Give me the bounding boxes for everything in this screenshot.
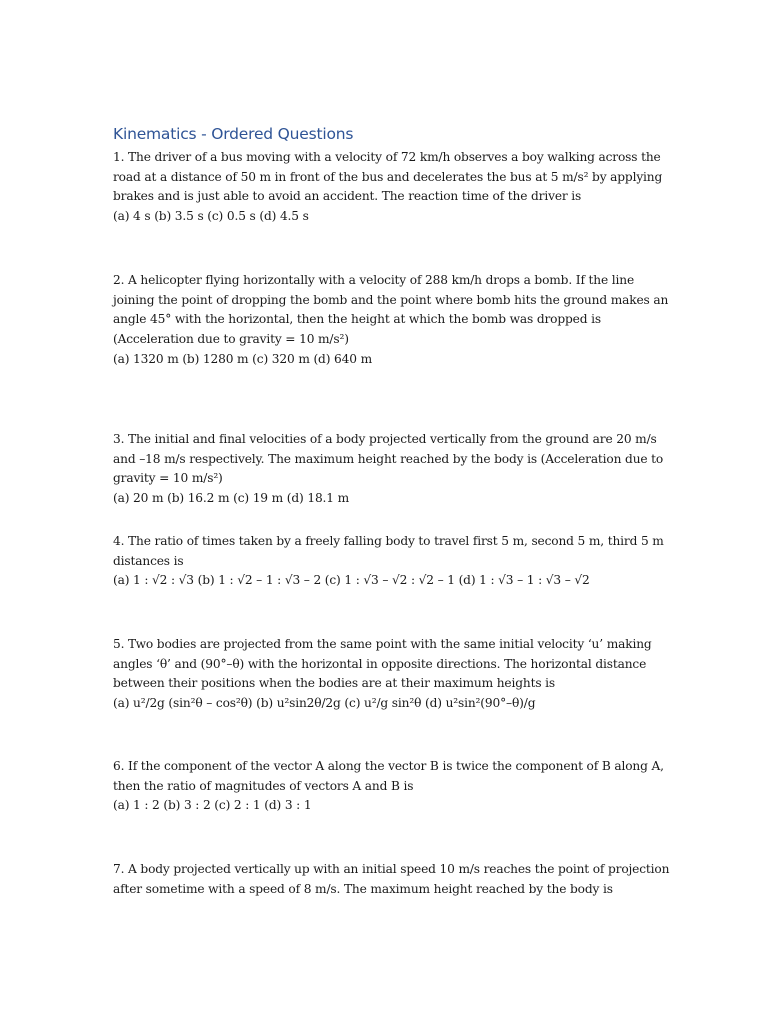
question-options: (a) 1 : 2 (b) 3 : 2 (c) 2 : 1 (d) 3 : 1 bbox=[113, 798, 312, 813]
question-line: brakes and is just able to avoid an accident. The reaction time of the driver is bbox=[113, 189, 582, 204]
question-options: (a) 4 s (b) 3.5 s (c) 0.5 s (d) 4.5 s bbox=[113, 209, 309, 224]
question-line: 7. A body projected vertically up with an initial speed 10 m/s reaches the point of projection bbox=[113, 862, 670, 876]
document-title: Kinematics - Ordered Questions bbox=[113, 125, 354, 143]
question-7 bbox=[113, 860, 670, 899]
question-line: gravity = 10 m/s²) bbox=[113, 471, 223, 486]
question-line: and –18 m/s respectively. The maximum height reached by the body is (Acceleration due to bbox=[113, 451, 664, 466]
question-line: joining the point of dropping the bomb and the point where bomb hits the ground makes an bbox=[113, 292, 669, 307]
question-line: after sometime with a speed of 8 m/s. The maximum height reached by the body is bbox=[113, 881, 613, 896]
question-options: (a) 1320 m (b) 1280 m (c) 320 m (d) 640 m bbox=[113, 351, 372, 366]
question-6 bbox=[113, 757, 663, 816]
question-line: then the ratio of magnitudes of vectors A and B is bbox=[113, 778, 414, 793]
question-options: (a) 1 : √2 : √3 (b) 1 : √2 – 1 : √3 – 2 (c) 1 : √3 – √2 : √2 – 1 (d) 1 : √3 – 1 : √3 – √2 bbox=[113, 573, 590, 588]
question-line: 3. The initial and final velocities of a body projected vertically from the ground are 20 m/s bbox=[113, 432, 657, 446]
question-options: (a) u²/2g (sin²θ – cos²θ) (b) u²sin2θ/2g (c) u²/g sin²θ (d) u²sin²(90°–θ)/g bbox=[113, 696, 536, 711]
question-2 bbox=[113, 271, 669, 370]
question-4 bbox=[113, 532, 663, 591]
question-options: (a) 20 m (b) 16.2 m (c) 19 m (d) 18.1 m bbox=[113, 491, 350, 506]
question-line: between their positions when the bodies are at their maximum heights is bbox=[113, 676, 556, 691]
question-line: angles ‘θ’ and (90°–θ) with the horizontal in opposite directions. The horizontal distance bbox=[113, 656, 647, 671]
question-3 bbox=[113, 430, 663, 509]
question-line: angle 45° with the horizontal, then the height at which the bomb was dropped is bbox=[113, 312, 601, 327]
question-line: 1. The driver of a bus moving with a velocity of 72 km/h observes a boy walking across the bbox=[113, 150, 661, 164]
question-line: 2. A helicopter flying horizontally with a velocity of 288 km/h drops a bomb. If the line bbox=[113, 273, 635, 287]
question-line: 6. If the component of the vector A along the vector B is twice the component of B along A, bbox=[113, 759, 664, 773]
question-line: 5. Two bodies are projected from the same point with the same initial velocity ‘u’ making bbox=[113, 637, 652, 651]
question-line: 4. The ratio of times taken by a freely falling body to travel first 5 m, second 5 m, third 5 m bbox=[113, 534, 664, 548]
question-line: road at a distance of 50 m in front of the bus and decelerates the bus at 5 m/s² by applying bbox=[113, 169, 663, 184]
question-line: (Acceleration due to gravity = 10 m/s²) bbox=[113, 332, 349, 347]
question-1 bbox=[113, 148, 663, 227]
question-line: distances is bbox=[113, 553, 184, 568]
question-5 bbox=[113, 635, 663, 714]
